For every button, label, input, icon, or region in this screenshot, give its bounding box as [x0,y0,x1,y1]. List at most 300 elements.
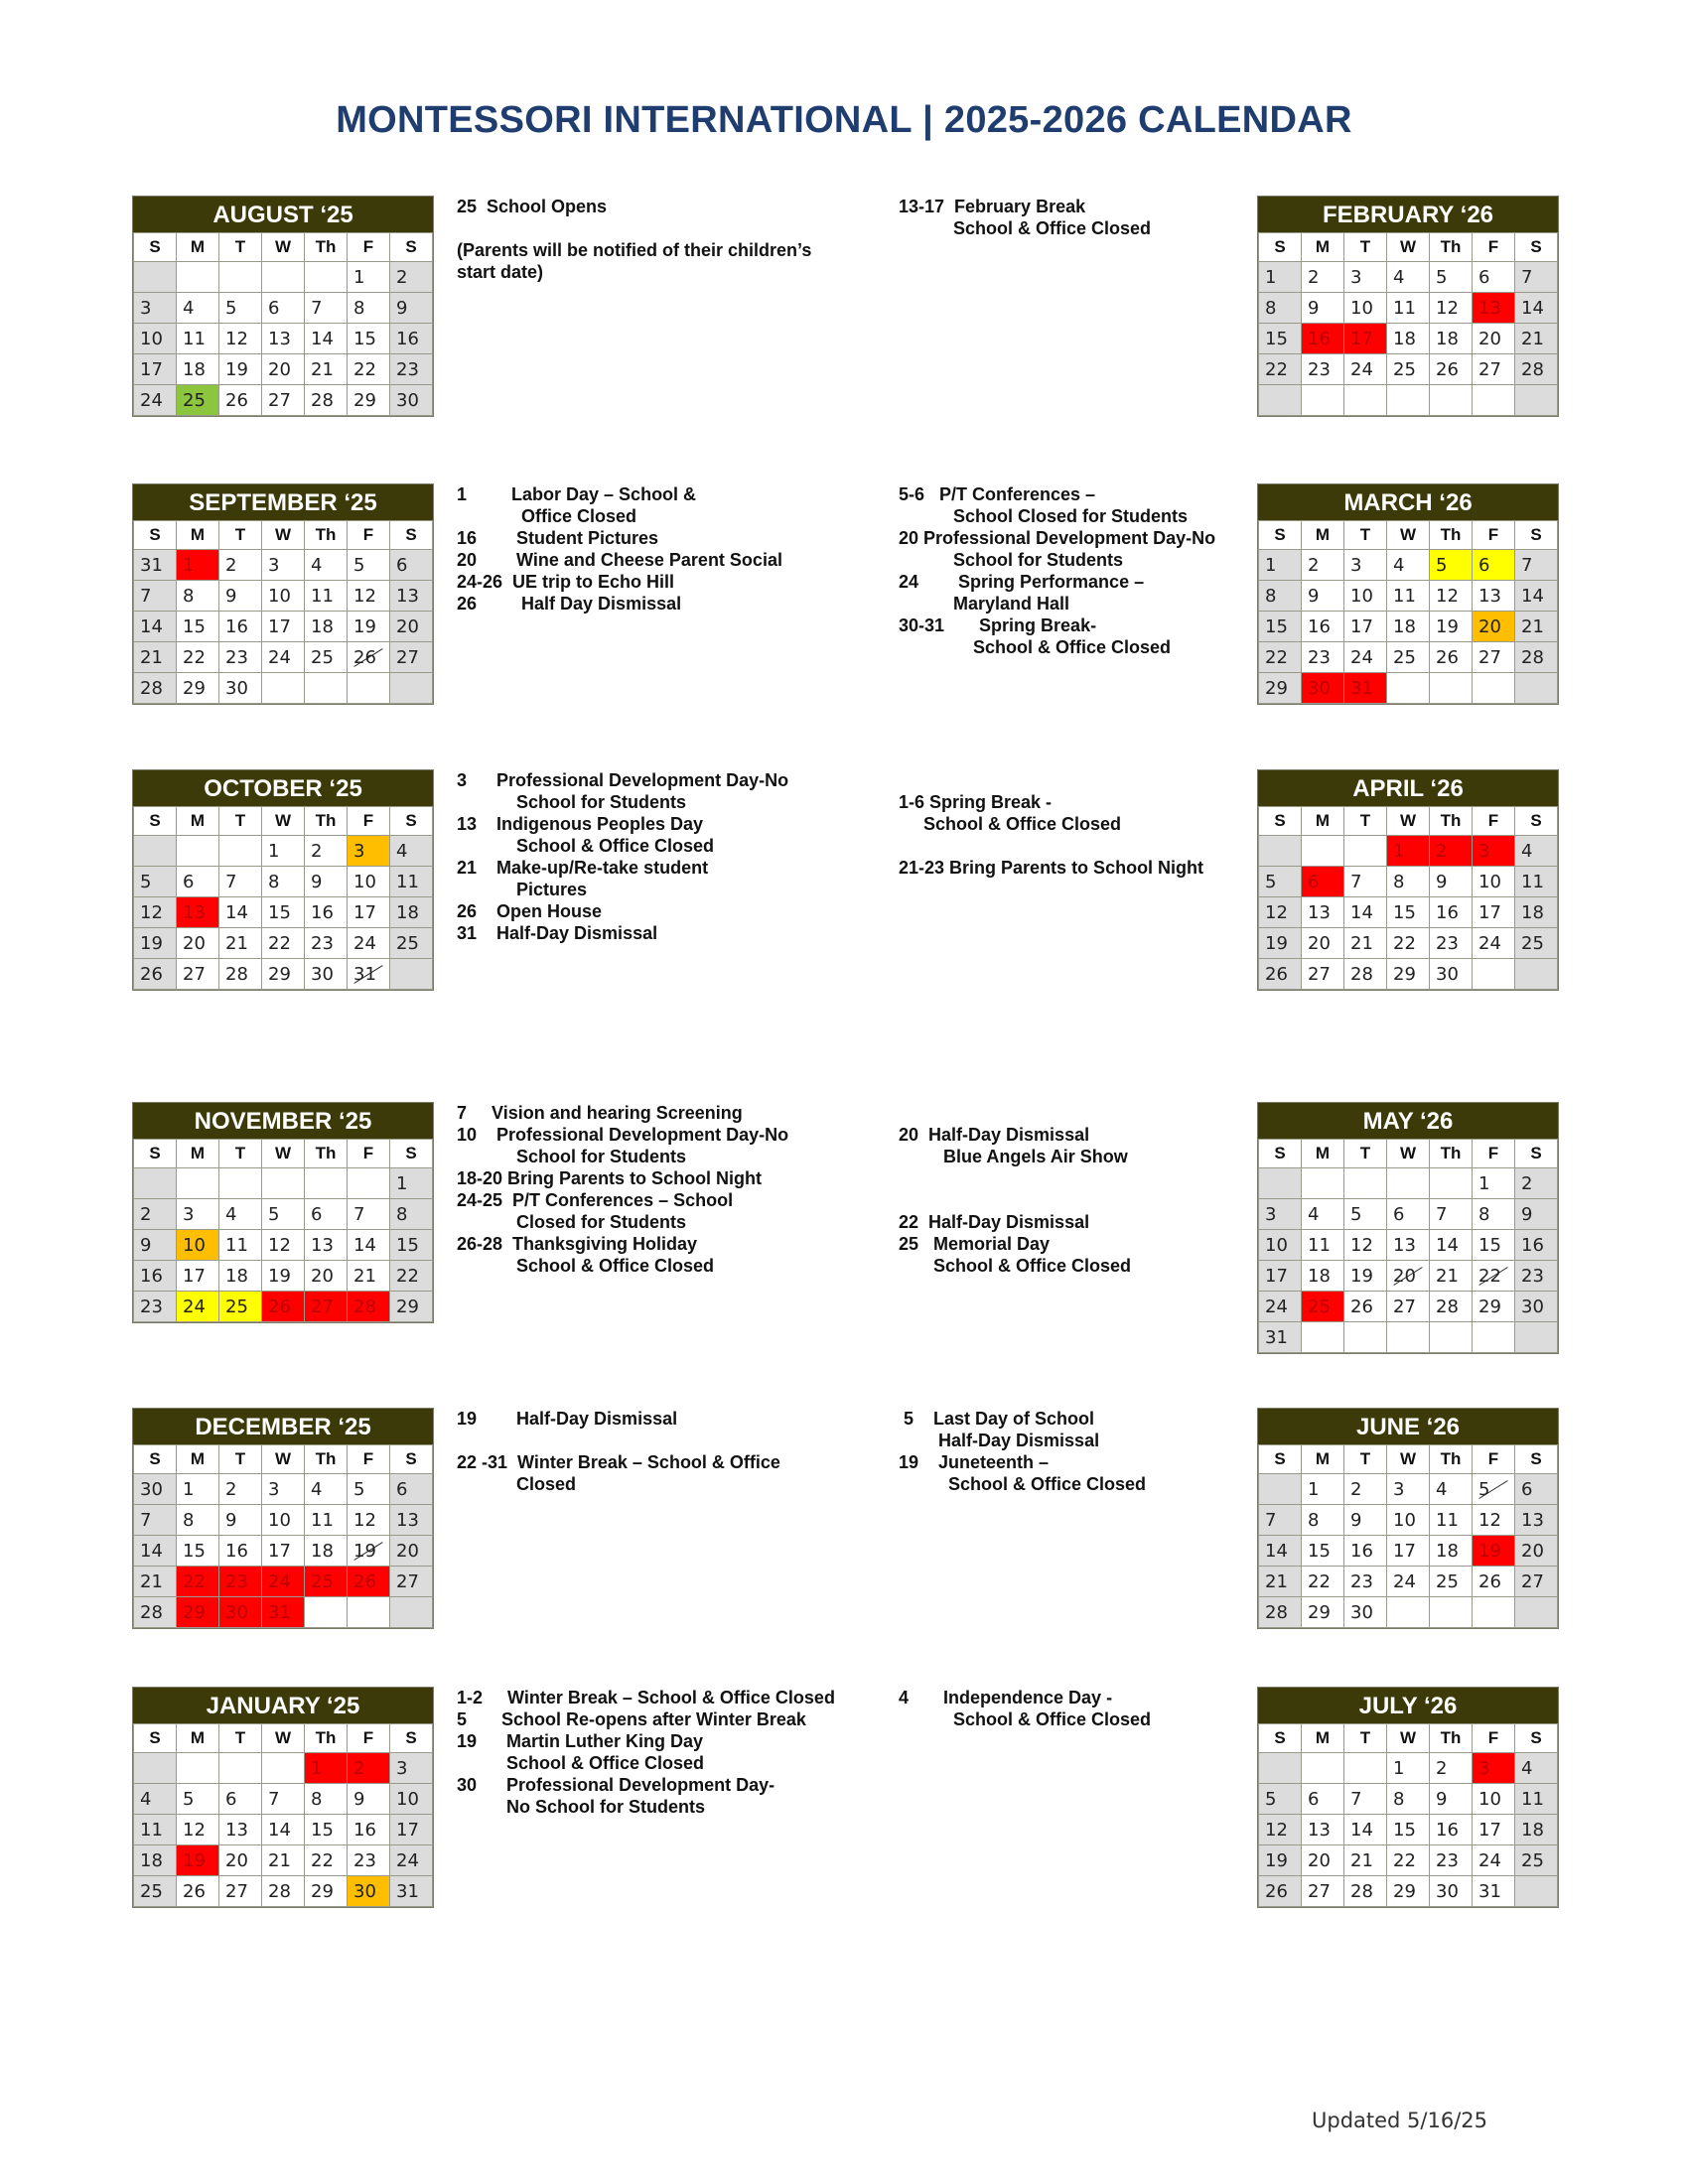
day-cell: 2 [134,1199,177,1230]
day-cell: 11 [390,867,433,897]
day-cell: 18 [219,1261,262,1292]
day-cell: 5 [134,867,177,897]
weekday-label: S [1259,521,1302,550]
day-cell [262,1753,305,1784]
day-cell: 15 [1259,612,1302,642]
day-cell: 25 [177,385,219,416]
day-cell [219,262,262,293]
day-cell [348,673,390,704]
day-cell: 8 [348,293,390,324]
day-cell: 12 [348,581,390,612]
day-cell: 26 [348,1567,390,1597]
week-row [134,1597,433,1628]
day-cell [1473,959,1515,990]
day-cell [177,1753,219,1784]
day-cell: 5 [1259,1784,1302,1815]
day-cell: 11 [1387,293,1430,324]
week-row [134,385,433,416]
day-cell: 8 [1259,293,1302,324]
week-row [134,1474,433,1505]
weekday-label: W [1387,807,1430,836]
day-cell: 14 [1259,1536,1302,1567]
calendar-december [132,1408,434,1629]
month-header: JULY ‘26 [1258,1688,1558,1723]
weekday-label: W [262,521,305,550]
day-cell: 14 [1344,1815,1387,1845]
day-cell: 2 [219,1474,262,1505]
day-cell: 9 [305,867,348,897]
weekday-label: F [348,1445,390,1474]
day-cell: 13 [177,897,219,928]
day-cell: 20 [1302,928,1344,959]
month-grid [133,1723,433,1907]
day-cell: 18 [134,1845,177,1876]
day-cell: 12 [1344,1230,1387,1261]
day-cell: 21 [134,1567,177,1597]
day-cell: 6 [1387,1199,1430,1230]
day-cell: 21 [134,642,177,673]
calendar-may [1257,1102,1559,1354]
day-cell: 10 [177,1230,219,1261]
day-cell: 16 [1430,1815,1473,1845]
day-cell: 27 [390,1567,433,1597]
week-row [134,1536,433,1567]
weekday-label: T [219,233,262,262]
day-cell [1387,1322,1430,1353]
month-grid [1258,1723,1558,1907]
events-july: 4 Independence Day - School & Office Closed [899,1688,1152,1729]
day-cell: 13 [219,1815,262,1845]
day-cell: 22 [1387,1845,1430,1876]
day-cell: 21 [1515,612,1558,642]
day-cell: 22 [262,928,305,959]
day-cell: 12 [1430,293,1473,324]
day-cell: 18 [1515,1815,1558,1845]
day-cell: 21 [1259,1567,1302,1597]
week-row [134,262,433,293]
day-cell: 24 [134,385,177,416]
day-cell [177,836,219,867]
day-cell: 1 [1259,262,1302,293]
day-cell [1515,959,1558,990]
weekday-label: S [134,521,177,550]
day-cell: 3 [1473,836,1515,867]
month-grid [133,1444,433,1628]
events-may: 20 Half-Day Dismissal Blue Angels Air Show 22 Half-Day Dismissal 25 Memorial Day School & Office Closed [899,1125,1132,1276]
weekday-label: W [262,1140,305,1168]
calendar-january [132,1687,434,1908]
day-cell: 2 [1302,550,1344,581]
day-cell: 20 [390,1536,433,1567]
week-row [1259,550,1558,581]
day-cell: 10 [134,324,177,354]
day-cell: 26 [1430,354,1473,385]
day-cell: 24 [1259,1292,1302,1322]
day-cell: 8 [1302,1505,1344,1536]
day-cell: 27 [262,385,305,416]
calendar-september [132,483,434,705]
day-cell: 6 [219,1784,262,1815]
day-cell: 3 [1387,1474,1430,1505]
day-cell: 29 [348,385,390,416]
day-cell: 20 [1473,324,1515,354]
week-row [1259,612,1558,642]
weekday-label: Th [305,1445,348,1474]
day-cell: 24 [1344,642,1387,673]
day-cell [1259,1474,1302,1505]
day-cell: 3 [390,1753,433,1784]
day-cell: 14 [1515,581,1558,612]
weekday-label: W [262,807,305,836]
day-cell: 14 [134,612,177,642]
day-cell: 3 [1259,1199,1302,1230]
day-cell [1473,673,1515,704]
week-row [1259,1815,1558,1845]
weekday-label: Th [1430,521,1473,550]
day-cell: 19 [219,354,262,385]
day-cell: 30 [1430,959,1473,990]
weekday-label: T [1344,521,1387,550]
day-cell: 5 [177,1784,219,1815]
day-cell: 24 [1387,1567,1430,1597]
day-cell: 25 [134,1876,177,1907]
week-row [1259,959,1558,990]
day-cell: 3 [348,836,390,867]
day-cell: 17 [1473,897,1515,928]
month-header: NOVEMBER ‘25 [133,1103,433,1139]
week-row [134,1784,433,1815]
month-grid [1258,232,1558,416]
day-cell: 28 [219,959,262,990]
month-header: SEPTEMBER ‘25 [133,484,433,520]
week-row [134,1753,433,1784]
events-november: 7 Vision and hearing Screening 10 Professional Development Day-No School for Students 18-20 Bring Parents to School Night 24-25 P/T Conferences – School Closed for Students 26-28 Thanksgiving Holiday School & Office Closed [457,1103,789,1276]
weekday-label: M [1302,521,1344,550]
day-cell: 18 [1430,324,1473,354]
day-cell: 23 [390,354,433,385]
day-cell: 3 [1344,262,1387,293]
day-cell: 19 [1344,1261,1387,1292]
weekday-label: T [1344,1140,1387,1168]
day-cell: 2 [1430,1753,1473,1784]
day-cell: 1 [1387,836,1430,867]
day-cell: 30 [390,385,433,416]
weekday-label: S [134,807,177,836]
day-cell: 18 [305,1536,348,1567]
day-cell: 23 [1302,642,1344,673]
day-cell [1259,836,1302,867]
day-cell: 6 [390,550,433,581]
day-cell: 2 [219,550,262,581]
day-cell: 13 [305,1230,348,1261]
month-grid [133,520,433,704]
day-cell: 30 [348,1876,390,1907]
day-cell: 29 [1302,1597,1344,1628]
day-cell [1430,1168,1473,1199]
day-cell: 22 [177,1567,219,1597]
month-grid [133,806,433,990]
day-cell: 11 [134,1815,177,1845]
weekday-label: S [390,233,433,262]
day-cell: 11 [1387,581,1430,612]
day-cell: 17 [1259,1261,1302,1292]
day-cell: 19 [177,1845,219,1876]
weekday-label: S [134,233,177,262]
week-row [1259,324,1558,354]
day-cell [390,673,433,704]
day-cell: 30 [1344,1597,1387,1628]
day-cell [134,1753,177,1784]
month-header: APRIL ‘26 [1258,770,1558,806]
day-cell [390,1597,433,1628]
day-cell: 13 [1473,293,1515,324]
events-september: 1 Labor Day – School & Office Closed 16 Student Pictures 20 Wine and Cheese Parent Social 24-26 UE trip to Echo Hill 26 Half Day Dismissal [457,484,782,614]
day-cell: 22 [1387,928,1430,959]
weekday-label: M [1302,1724,1344,1753]
day-cell: 16 [390,324,433,354]
day-cell [305,1168,348,1199]
weekday-label: S [1259,1445,1302,1474]
day-cell [1302,836,1344,867]
day-cell: 22 [1259,354,1302,385]
events-march: 5-6 P/T Conferences – School Closed for Students 20 Professional Development Day-No School for Students 24 Spring Performance – Maryland Hall 30-31 Spring Break- School & Office Closed [899,484,1216,657]
day-cell: 11 [1515,867,1558,897]
day-cell: 26 [1259,1876,1302,1907]
day-cell: 27 [305,1292,348,1322]
weekday-label: T [219,1140,262,1168]
day-cell: 10 [262,1505,305,1536]
day-cell: 27 [1387,1292,1430,1322]
day-cell [390,959,433,990]
week-row [1259,897,1558,928]
day-cell: 7 [134,581,177,612]
events-january: 1-2 Winter Break – School & Office Closed 5 School Re-opens after Winter Break 19 Martin Luther King Day School & Office Closed 30 Professional Development Day- No School for Students [457,1688,835,1817]
week-row [134,1845,433,1876]
day-cell: 9 [390,293,433,324]
day-cell: 15 [177,612,219,642]
day-cell: 11 [177,324,219,354]
day-cell: 26 [262,1292,305,1322]
day-cell: 27 [1515,1567,1558,1597]
day-cell: 24 [1473,928,1515,959]
day-cell: 16 [134,1261,177,1292]
day-cell: 2 [1302,262,1344,293]
day-cell: 15 [1259,324,1302,354]
week-row [1259,1753,1558,1784]
day-cell: 20 [390,612,433,642]
day-cell: 19 [262,1261,305,1292]
day-cell: 9 [348,1784,390,1815]
events-october: 3 Professional Development Day-No School for Students 13 Indigenous Peoples Day School & Office Closed 21 Make-up/Re-take student Pictures 26 Open House 31 Half-Day Dismissal [457,770,789,943]
day-cell: 17 [1344,612,1387,642]
events-april: 1-6 Spring Break - School & Office Closed 21-23 Bring Parents to School Night [899,792,1204,878]
day-cell: 24 [1473,1845,1515,1876]
week-row [134,354,433,385]
day-cell: 19 [348,1536,390,1567]
weekday-label: F [348,233,390,262]
day-cell: 24 [1344,354,1387,385]
day-cell: 5 [219,293,262,324]
weekday-label: S [1515,1140,1558,1168]
month-grid [133,1139,433,1322]
day-cell: 13 [1473,581,1515,612]
weekday-label: Th [1430,807,1473,836]
day-cell: 4 [1387,262,1430,293]
week-row [1259,1784,1558,1815]
day-cell: 22 [1473,1261,1515,1292]
day-cell: 29 [1387,1876,1430,1907]
day-cell: 4 [177,293,219,324]
day-cell: 6 [1515,1474,1558,1505]
day-cell: 18 [1387,324,1430,354]
day-cell: 7 [1515,262,1558,293]
day-cell: 18 [390,897,433,928]
day-cell: 17 [1387,1536,1430,1567]
day-cell [305,262,348,293]
day-cell: 13 [1302,1815,1344,1845]
day-cell: 7 [305,293,348,324]
weekday-label: Th [1430,1445,1473,1474]
week-row [1259,1261,1558,1292]
day-cell: 12 [262,1230,305,1261]
day-cell: 6 [305,1199,348,1230]
month-header: JANUARY ‘25 [133,1688,433,1723]
day-cell: 9 [219,581,262,612]
day-cell [348,1597,390,1628]
day-cell: 4 [1515,836,1558,867]
day-cell: 10 [262,581,305,612]
day-cell [1302,385,1344,416]
day-cell [1302,1753,1344,1784]
week-row [134,836,433,867]
day-cell: 16 [1302,612,1344,642]
weekday-label: M [1302,1445,1344,1474]
day-cell [1344,836,1387,867]
day-cell: 11 [1302,1230,1344,1261]
day-cell: 2 [348,1753,390,1784]
weekday-label: Th [305,233,348,262]
day-cell: 23 [219,642,262,673]
calendar-august [132,196,434,417]
day-cell: 3 [1473,1753,1515,1784]
day-cell: 12 [219,324,262,354]
day-cell: 27 [177,959,219,990]
week-row [134,324,433,354]
month-header: MAY ‘26 [1258,1103,1558,1139]
weekday-label: T [219,1445,262,1474]
day-cell: 28 [1259,1597,1302,1628]
day-cell: 20 [262,354,305,385]
page-title: MONTESSORI INTERNATIONAL | 2025-2026 CALENDAR [336,99,1352,141]
day-cell: 11 [1515,1784,1558,1815]
weekday-label: Th [305,521,348,550]
weekday-label: S [1515,1724,1558,1753]
month-header: AUGUST ‘25 [133,197,433,232]
day-cell: 10 [1344,293,1387,324]
day-cell: 4 [1387,550,1430,581]
weekday-label: Th [305,1724,348,1753]
day-cell: 12 [1473,1505,1515,1536]
day-cell: 13 [390,581,433,612]
calendar-march [1257,483,1559,705]
week-row [1259,1597,1558,1628]
day-cell: 11 [305,1505,348,1536]
day-cell: 15 [305,1815,348,1845]
day-cell: 23 [1430,1845,1473,1876]
weekday-label: Th [1430,1724,1473,1753]
day-cell: 11 [1430,1505,1473,1536]
day-cell: 11 [219,1230,262,1261]
day-cell: 21 [305,354,348,385]
day-cell: 24 [177,1292,219,1322]
day-cell: 25 [1515,928,1558,959]
weekday-label: M [177,1724,219,1753]
day-cell: 14 [305,324,348,354]
month-header: JUNE ‘26 [1258,1409,1558,1444]
day-cell [134,1168,177,1199]
day-cell: 5 [262,1199,305,1230]
day-cell: 31 [1473,1876,1515,1907]
day-cell: 21 [1430,1261,1473,1292]
weekday-label: W [262,233,305,262]
day-cell: 14 [134,1536,177,1567]
weekday-label: M [177,1445,219,1474]
day-cell: 23 [1430,928,1473,959]
events-august: 25 School Opens (Parents will be notified of their children’s start date) [457,197,812,282]
day-cell: 23 [348,1845,390,1876]
day-cell [348,1168,390,1199]
day-cell: 23 [305,928,348,959]
day-cell: 19 [348,612,390,642]
day-cell: 8 [1387,1784,1430,1815]
weekday-label: W [1387,1140,1430,1168]
weekday-label: S [1259,807,1302,836]
day-cell: 18 [1515,897,1558,928]
weekday-label: S [1515,807,1558,836]
week-row [134,1505,433,1536]
day-cell: 2 [390,262,433,293]
week-row [1259,293,1558,324]
day-cell: 10 [1473,1784,1515,1815]
day-cell: 8 [1387,867,1430,897]
day-cell: 27 [1302,959,1344,990]
month-header: FEBRUARY ‘26 [1258,197,1558,232]
weekday-label: M [177,1140,219,1168]
day-cell: 2 [1430,836,1473,867]
calendar-july [1257,1687,1559,1908]
day-cell: 19 [1259,1845,1302,1876]
day-cell: 28 [262,1876,305,1907]
month-header: OCTOBER ‘25 [133,770,433,806]
day-cell: 9 [1515,1199,1558,1230]
day-cell: 25 [1302,1292,1344,1322]
day-cell: 28 [305,385,348,416]
day-cell: 20 [219,1845,262,1876]
day-cell [262,262,305,293]
day-cell: 7 [219,867,262,897]
day-cell: 22 [1302,1567,1344,1597]
day-cell: 8 [1473,1199,1515,1230]
weekday-label: F [1473,1140,1515,1168]
day-cell: 27 [1302,1876,1344,1907]
day-cell: 6 [1473,262,1515,293]
day-cell: 20 [1302,1845,1344,1876]
week-row [1259,928,1558,959]
day-cell [1344,1753,1387,1784]
day-cell [1387,1168,1430,1199]
day-cell: 25 [390,928,433,959]
day-cell [177,262,219,293]
